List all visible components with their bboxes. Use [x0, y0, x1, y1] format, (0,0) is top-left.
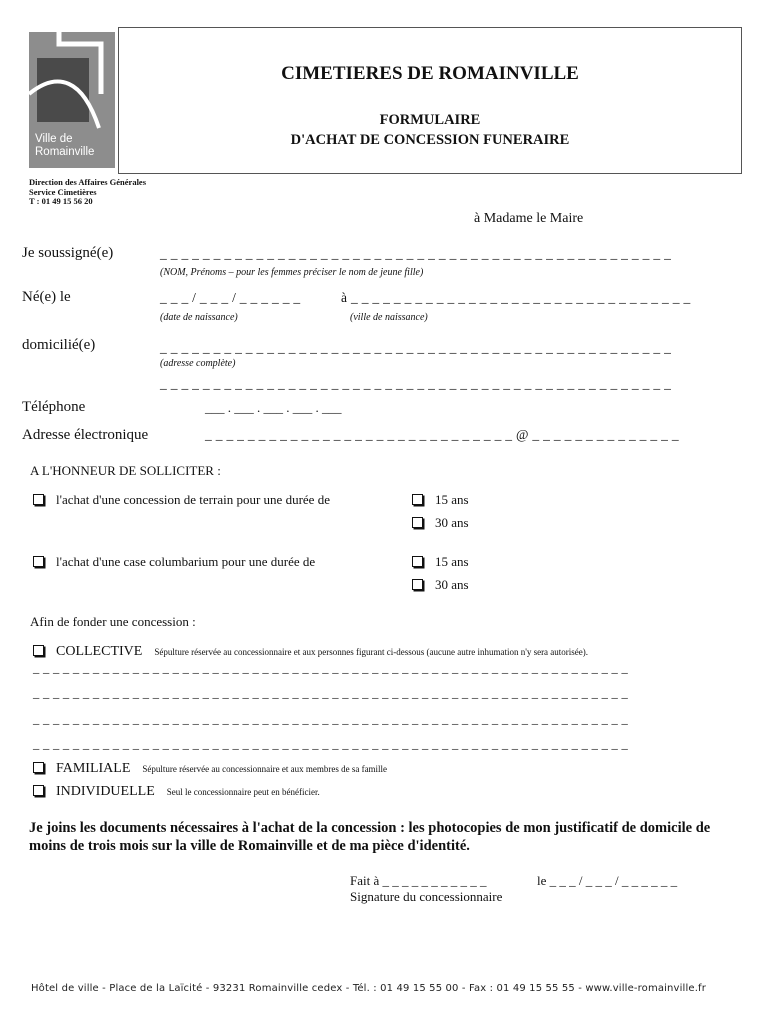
soussigne-field[interactable]: _ _ _ _ _ _ _ _ _ _ _ _ _ _ _ _ _ _ _ _ _ _ _ _ _ _ _ _ _ _ _ _ _ _ _ _ _ _ _ _ _ _ _ _ _ _ _ _	[160, 246, 672, 261]
department-info	[29, 178, 146, 207]
collective-label: COLLECTIVE	[56, 644, 143, 659]
columbarium-30-option[interactable]	[412, 577, 469, 593]
document-subtitle-1: FORMULAIRE	[379, 112, 481, 128]
collective-note: Sépulture réservée au concessionnaire et aux personnes figurant ci-dessous (aucune autre inhumation n'y sera autorisée).	[154, 647, 589, 657]
terrain-option-label: l'achat d'une concession de terrain pour une durée de	[56, 492, 330, 507]
terrain-30-label: 30 ans	[435, 515, 469, 530]
terrain-option[interactable]	[33, 492, 330, 508]
collective-line-2[interactable]: _ _ _ _ _ _ _ _ _ _ _ _ _ _ _ _ _ _ _ _ _ _ _ _ _ _ _ _ _ _ _ _ _ _ _ _ _ _ _ _ _ _ _ _ _ _ _ _ _ _ _ _ _ _ _ _ _ _ _ _	[33, 686, 629, 700]
familiale-checkbox[interactable]	[33, 762, 44, 773]
naissance-label: Né(e) le	[22, 289, 71, 305]
individuelle-label: INDIVIDUELLE	[56, 784, 155, 799]
department-phone: T : 01 49 15 56 20	[29, 196, 93, 206]
phone-label: Téléphone	[22, 399, 86, 415]
familiale-note: Sépulture réservée au concessionnaire et aux membres de sa famille	[142, 764, 388, 774]
terrain-checkbox[interactable]	[33, 494, 44, 505]
birth-place-field[interactable]: à _ _ _ _ _ _ _ _ _ _ _ _ _ _ _ _ _ _ _ _ _ _ _ _ _ _ _ _ _ _ _ _	[341, 290, 691, 305]
individuelle-checkbox[interactable]	[33, 785, 44, 796]
signature-label: Signature du concessionnaire	[350, 889, 503, 904]
terrain-15-label: 15 ans	[435, 492, 469, 507]
collective-line-4[interactable]: _ _ _ _ _ _ _ _ _ _ _ _ _ _ _ _ _ _ _ _ _ _ _ _ _ _ _ _ _ _ _ _ _ _ _ _ _ _ _ _ _ _ _ _ _ _ _ _ _ _ _ _ _ _ _ _ _ _ _ _	[33, 737, 629, 751]
ville-logo	[29, 32, 115, 168]
familiale-label: FAMILIALE	[56, 761, 131, 776]
email-field[interactable]: _ _ _ _ _ _ _ _ _ _ _ _ _ _ _ _ _ _ _ _ _ _ _ _ _ _ _ _ _ @ _ _ _ _ _ _ _ _ _ _ _ _ _ _	[205, 427, 679, 442]
documents-statement: Je joins les documents nécessaires à l'achat de la concession : les photocopies de mon justificatif de domicile de moins de trois mois sur la ville de Romainville et de ma pièce d'identité.	[29, 820, 711, 854]
birth-date-hint: (date de naissance)	[160, 312, 238, 323]
columbarium-30-label: 30 ans	[435, 577, 469, 592]
birth-place-hint: (ville de naissance)	[350, 312, 428, 323]
soussigne-hint: (NOM, Prénoms – pour les femmes préciser le nom de jeune fille)	[160, 267, 424, 278]
phone-field[interactable]: ___ . ___ . ___ . ___ . ___	[205, 400, 342, 415]
address-field-1[interactable]: _ _ _ _ _ _ _ _ _ _ _ _ _ _ _ _ _ _ _ _ _ _ _ _ _ _ _ _ _ _ _ _ _ _ _ _ _ _ _ _ _ _ _ _ _ _ _ _	[160, 340, 672, 355]
individuelle-option[interactable]	[33, 782, 320, 800]
terrain-15-option[interactable]	[412, 492, 469, 508]
address-field-2[interactable]: _ _ _ _ _ _ _ _ _ _ _ _ _ _ _ _ _ _ _ _ _ _ _ _ _ _ _ _ _ _ _ _ _ _ _ _ _ _ _ _ _ _ _ _ _ _ _ _	[160, 376, 672, 391]
domicile-label: domicilié(e)	[22, 337, 96, 353]
columbarium-option[interactable]	[33, 554, 315, 570]
addressee: à Madame le Maire	[474, 211, 584, 226]
document-subtitle-2: D'ACHAT DE CONCESSION FUNERAIRE	[290, 132, 570, 148]
collective-line-3[interactable]: _ _ _ _ _ _ _ _ _ _ _ _ _ _ _ _ _ _ _ _ _ _ _ _ _ _ _ _ _ _ _ _ _ _ _ _ _ _ _ _ _ _ _ _ _ _ _ _ _ _ _ _ _ _ _ _ _ _ _ _	[33, 712, 629, 726]
columbarium-15-label: 15 ans	[435, 554, 469, 569]
collective-line-1[interactable]: _ _ _ _ _ _ _ _ _ _ _ _ _ _ _ _ _ _ _ _ _ _ _ _ _ _ _ _ _ _ _ _ _ _ _ _ _ _ _ _ _ _ _ _ _ _ _ _ _ _ _ _ _ _ _ _ _ _ _ _	[33, 661, 629, 675]
document-title: CIMETIERES DE ROMAINVILLE	[281, 63, 579, 84]
terrain-30-checkbox[interactable]	[412, 517, 423, 528]
columbarium-checkbox[interactable]	[33, 556, 44, 567]
terrain-15-checkbox[interactable]	[412, 494, 423, 505]
header-box	[118, 27, 742, 174]
logo-line2: Romainville	[35, 146, 95, 158]
columbarium-option-label: l'achat d'une case columbarium pour une durée de	[56, 554, 316, 569]
soussigne-label: Je soussigné(e)	[22, 245, 114, 261]
familiale-option[interactable]	[33, 759, 387, 777]
sign-date-field[interactable]: le _ _ _ / _ _ _ / _ _ _ _ _ _	[537, 873, 678, 888]
fait-a-field[interactable]: Fait à _ _ _ _ _ _ _ _ _ _ _	[350, 873, 487, 888]
email-label: Adresse électronique	[22, 427, 149, 443]
columbarium-15-checkbox[interactable]	[412, 556, 423, 567]
solliciter-heading: A L'HONNEUR DE SOLLICITER :	[30, 463, 221, 478]
columbarium-15-option[interactable]	[412, 554, 469, 570]
service-name: Service Cimetières	[29, 186, 97, 197]
birth-date-field[interactable]: _ _ _ / _ _ _ / _ _ _ _ _ _	[160, 290, 301, 305]
fonder-heading: Afin de fonder une concession :	[30, 614, 196, 629]
terrain-30-option[interactable]	[412, 515, 469, 531]
footer-address: Hôtel de ville - Place de la Laïcité - 93231 Romainville cedex - Tél. : 01 49 15 55 00 - Fax : 01 49 15 55 55 - www.ville-romainville.fr	[31, 983, 706, 994]
department-name: Direction des Affaires Générales	[29, 177, 147, 187]
collective-checkbox[interactable]	[33, 645, 44, 656]
address-hint: (adresse complète)	[160, 358, 236, 369]
columbarium-30-checkbox[interactable]	[412, 579, 423, 590]
collective-option[interactable]	[33, 642, 588, 660]
individuelle-note: Seul le concessionnaire peut en bénéficier.	[166, 787, 320, 797]
logo-line1: Ville de	[35, 133, 73, 145]
